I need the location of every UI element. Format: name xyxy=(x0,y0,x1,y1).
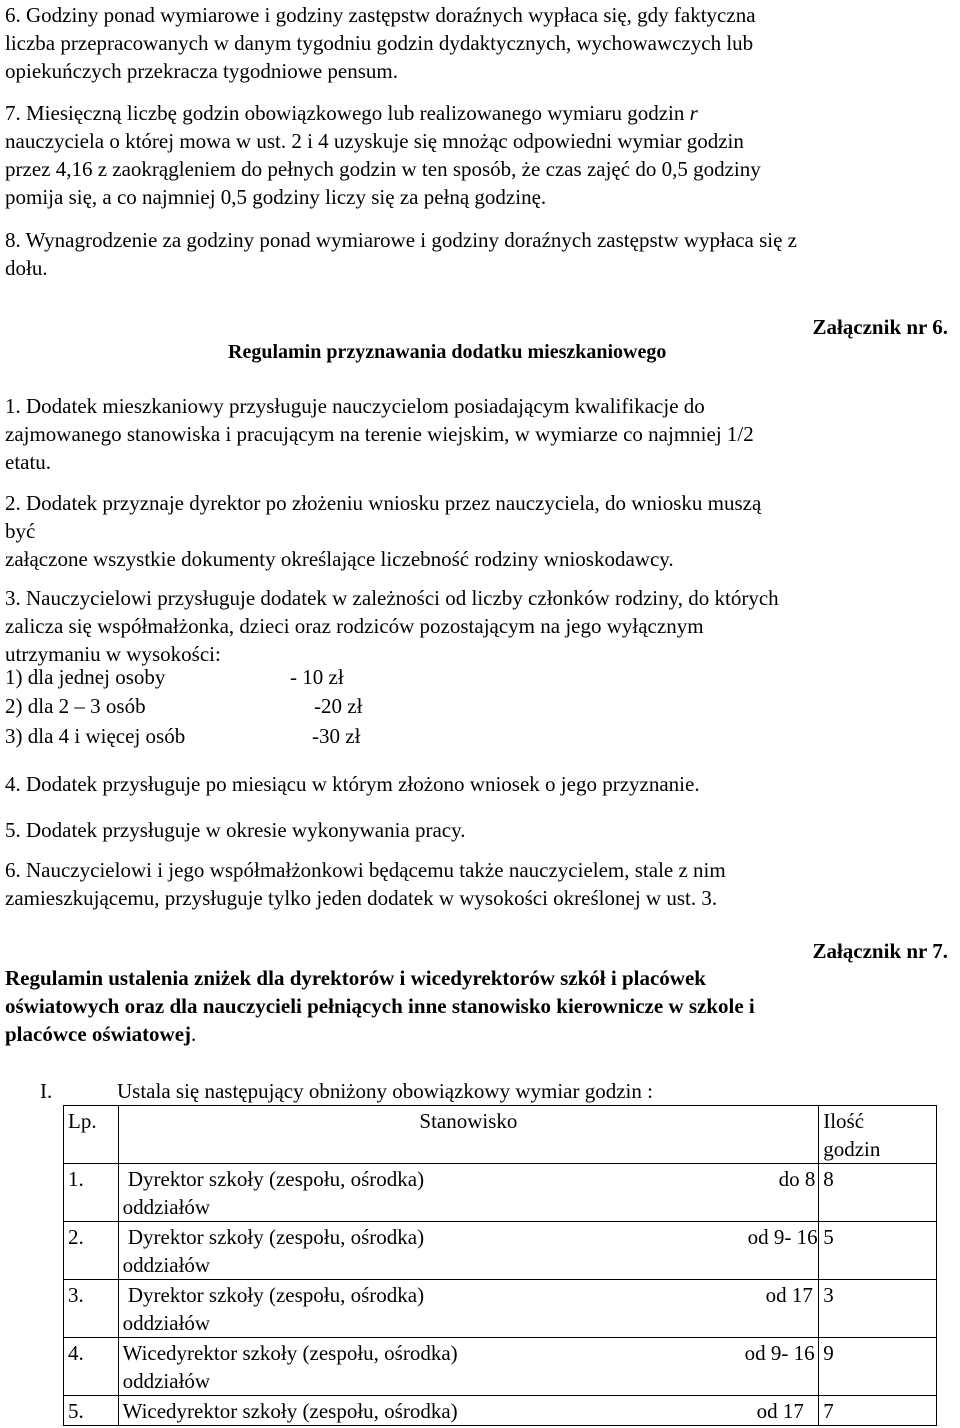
position-text: Wicedyrektor szkoły (zespołu, ośrodka) xyxy=(122,1399,458,1423)
title-line: Regulamin ustalenia zniżek dla dyrektorów i wicedyrektorów szkół i placówek xyxy=(5,966,706,990)
cell-hours: 9 xyxy=(819,1338,937,1396)
title-period: . xyxy=(191,1022,197,1046)
section-text: Ustala się następujący obniżony obowiązkowy wymiar godzin : xyxy=(117,1079,653,1103)
text-line: zajmowanego stanowiska i pracującym na terenie wiejskim, w wymiarze co najmniej 1/2 xyxy=(5,422,754,446)
cell-hours: 7 xyxy=(819,1396,937,1426)
fee-item xyxy=(5,722,565,750)
table-header-row xyxy=(64,1106,937,1164)
header-position: Stanowisko xyxy=(118,1106,819,1164)
position-text: Wicedyrektor szkoły (zespołu, ośrodka) xyxy=(122,1341,458,1365)
text-line: 1. Dodatek mieszkaniowy przysługuje nauczycielom posiadającym kwalifikacje do xyxy=(5,394,705,418)
fee-label: 2) dla 2 – 3 osób xyxy=(5,694,146,718)
cell-lp: 5. xyxy=(64,1396,119,1426)
annex-7-title xyxy=(5,964,950,1048)
annex-6-point-4: 4. Dodatek przysługuje po miesiącu w którym złożono wniosek o jego przyznanie. xyxy=(5,772,700,796)
fee-amount: -30 zł xyxy=(312,724,361,748)
text-line xyxy=(5,99,950,127)
cell-lp: 2. xyxy=(64,1222,119,1280)
cell-lp: 1. xyxy=(64,1164,119,1222)
position-text: Dyrektor szkoły (zespołu, ośrodka) xyxy=(122,1283,425,1307)
range-text: od 17 xyxy=(756,1399,804,1423)
text-line: liczba przepracowanych w danym tygodniu godzin dydaktycznych, wychowawczych lub xyxy=(5,31,754,55)
range-text: od 17 xyxy=(765,1283,813,1307)
cell-lp: 4. xyxy=(64,1338,119,1396)
table-row xyxy=(64,1280,937,1338)
annex-6-point-6 xyxy=(5,856,950,912)
cell-hours: 3 xyxy=(819,1280,937,1338)
text-line: 6. Nauczycielowi i jego współmałżonkowi będącemu także nauczycielem, stale z nim xyxy=(5,858,726,882)
text-line: być xyxy=(5,519,36,543)
text-line: 8. Wynagrodzenie za godziny ponad wymiarowe i godziny doraźnych zastępstw wypłaca się z xyxy=(5,228,797,252)
text-line: utrzymaniu w wysokości: xyxy=(5,642,221,666)
paragraph-6 xyxy=(5,1,950,85)
text-line: 3. Nauczycielowi przysługuje dodatek w zależności od liczby członków rodziny, do których xyxy=(5,586,779,610)
text-line: dołu. xyxy=(5,256,48,280)
text-line: zalicza się współmałżonka, dzieci oraz rodziców pozostającym na jego wyłącznym xyxy=(5,614,704,638)
hours-table xyxy=(63,1105,937,1426)
cell-hours: 8 xyxy=(819,1164,937,1222)
text-line: 2. Dodatek przyznaje dyrektor po złożeniu wniosku przez nauczyciela, do wniosku muszą xyxy=(5,491,762,515)
text-line: zamieszkującemu, przysługuje tylko jeden dodatek w wysokości określonej w ust. 3. xyxy=(5,886,718,910)
fee-amount: - 10 zł xyxy=(290,665,344,689)
text-line: pomija się, a co najmniej 0,5 godziny liczy się za pełną godzinę. xyxy=(5,185,547,209)
cell-position xyxy=(118,1396,819,1426)
title-text: placówce oświatowej xyxy=(5,1022,192,1046)
range-text: do 8 xyxy=(778,1167,816,1191)
cell-position xyxy=(118,1338,819,1396)
annex-7-label: Załącznik nr 7. xyxy=(812,939,948,963)
text-line: nauczyciela o której mowa w ust. 2 i 4 uzyskuje się mnożąc odpowiedni wymiar godzin xyxy=(5,129,744,153)
header-lp: Lp. xyxy=(64,1106,119,1164)
header-hours-line: godzin xyxy=(823,1137,881,1161)
paragraph-7 xyxy=(5,99,950,211)
title-line xyxy=(5,1020,950,1048)
text-span: 7. Miesięczną liczbę godzin obowiązkowego lub realizowanego wymiaru godzin xyxy=(5,101,690,125)
position-cont: oddziałów xyxy=(122,1369,211,1393)
cell-position xyxy=(118,1280,819,1338)
table-row xyxy=(64,1338,937,1396)
italic-variable: r xyxy=(689,101,698,125)
fee-label: 3) dla 4 i więcej osób xyxy=(5,724,186,748)
paragraph-8 xyxy=(5,226,950,282)
title-line: oświatowych oraz dla nauczycieli pełniących inne stanowisko kierownicze w szkole i xyxy=(5,994,755,1018)
table-row xyxy=(64,1222,937,1280)
fee-item xyxy=(5,663,565,691)
annex-6-label: Załącznik nr 6. xyxy=(812,315,948,339)
fee-amount: -20 zł xyxy=(314,694,363,718)
text-line: opiekuńczych przekracza tygodniowe pensum. xyxy=(5,59,399,83)
cell-lp: 3. xyxy=(64,1280,119,1338)
text-line: etatu. xyxy=(5,450,52,474)
position-cont: oddziałów xyxy=(122,1195,211,1219)
cell-position xyxy=(118,1222,819,1280)
fee-item xyxy=(5,692,565,720)
position-cont: oddziałów xyxy=(122,1311,211,1335)
text-line: przez 4,16 z zaokrągleniem do pełnych godzin w ten sposób, że czas zajęć do 0,5 godziny xyxy=(5,157,761,181)
annex-6-point-5: 5. Dodatek przysługuje w okresie wykonywania pracy. xyxy=(5,818,466,842)
annex-6-point-1 xyxy=(5,392,950,476)
cell-hours: 5 xyxy=(819,1222,937,1280)
annex-6-title: Regulamin przyznawania dodatku mieszkaniowego xyxy=(228,341,667,363)
range-text: od 9- 16 xyxy=(747,1225,818,1249)
cell-position xyxy=(118,1164,819,1222)
position-cont: oddziałów xyxy=(122,1253,211,1277)
text-line: załączone wszystkie dokumenty określające liczebność rodziny wnioskodawcy. xyxy=(5,547,674,571)
annex-6-point-3 xyxy=(5,584,950,668)
position-text: Dyrektor szkoły (zespołu, ośrodka) xyxy=(122,1225,425,1249)
header-hours xyxy=(819,1106,937,1164)
section-number: I. xyxy=(40,1079,53,1103)
text-line: 6. Godziny ponad wymiarowe i godziny zastępstw doraźnych wypłaca się, gdy faktyczna xyxy=(5,3,756,27)
fee-label: 1) dla jednej osoby xyxy=(5,665,166,689)
range-text: od 9- 16 xyxy=(744,1341,815,1365)
annex-6-point-2 xyxy=(5,489,950,573)
table-row xyxy=(64,1164,937,1222)
header-hours-line: Ilość xyxy=(823,1109,865,1133)
position-text: Dyrektor szkoły (zespołu, ośrodka) xyxy=(122,1167,425,1191)
table-row xyxy=(64,1396,937,1426)
